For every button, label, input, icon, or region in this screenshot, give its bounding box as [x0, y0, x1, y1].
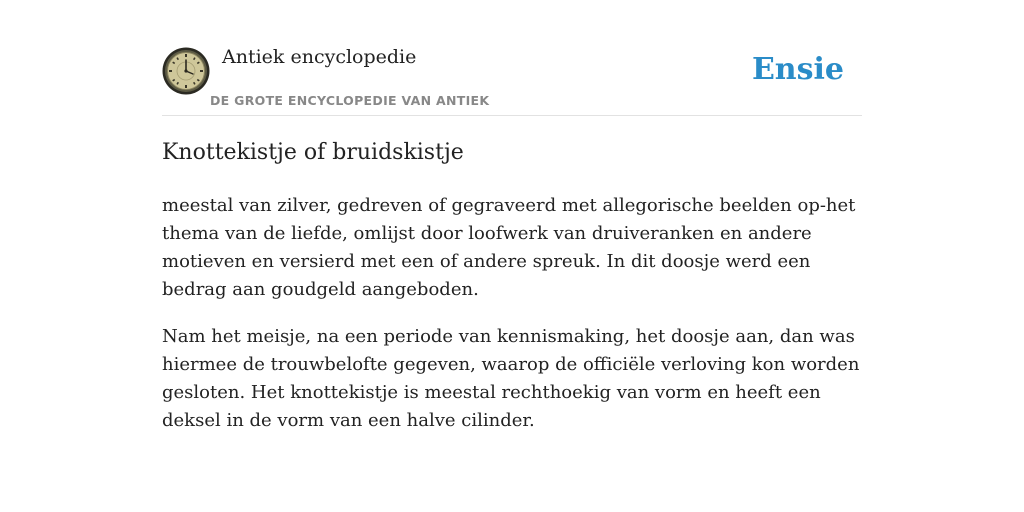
article-body [162, 192, 862, 454]
site-title[interactable]: Antiek encyclopedie [222, 46, 417, 68]
article-paragraph: meestal van zilver, gedreven of gegraveerd met allegorische beelden op-het thema van de liefde, omlijst door loofwerk van druiveranken en andere motieven en versierd met een of andere spreuk. In dit doosje werd een bedrag aan goudgeld aangeboden. [162, 195, 856, 300]
site-subtitle: DE GROTE ENCYCLOPEDIE VAN ANTIEK [210, 93, 490, 108]
brand-logo-link[interactable]: Ensie [751, 52, 844, 87]
article-title: Knottekistje of bruidskistje [162, 140, 464, 165]
article-paragraph: Nam het meisje, na een periode van kennismaking, het doosje aan, dan was hiermee de trouwbelofte gegeven, waarop de officiële verloving kon worden gesloten. Het knottekistje is meestal rechthoekig van vorm en heeft een deksel in de vorm van een halve cilinder. [162, 326, 860, 431]
site-header [162, 0, 862, 116]
antique-clock-icon[interactable] [162, 47, 210, 95]
